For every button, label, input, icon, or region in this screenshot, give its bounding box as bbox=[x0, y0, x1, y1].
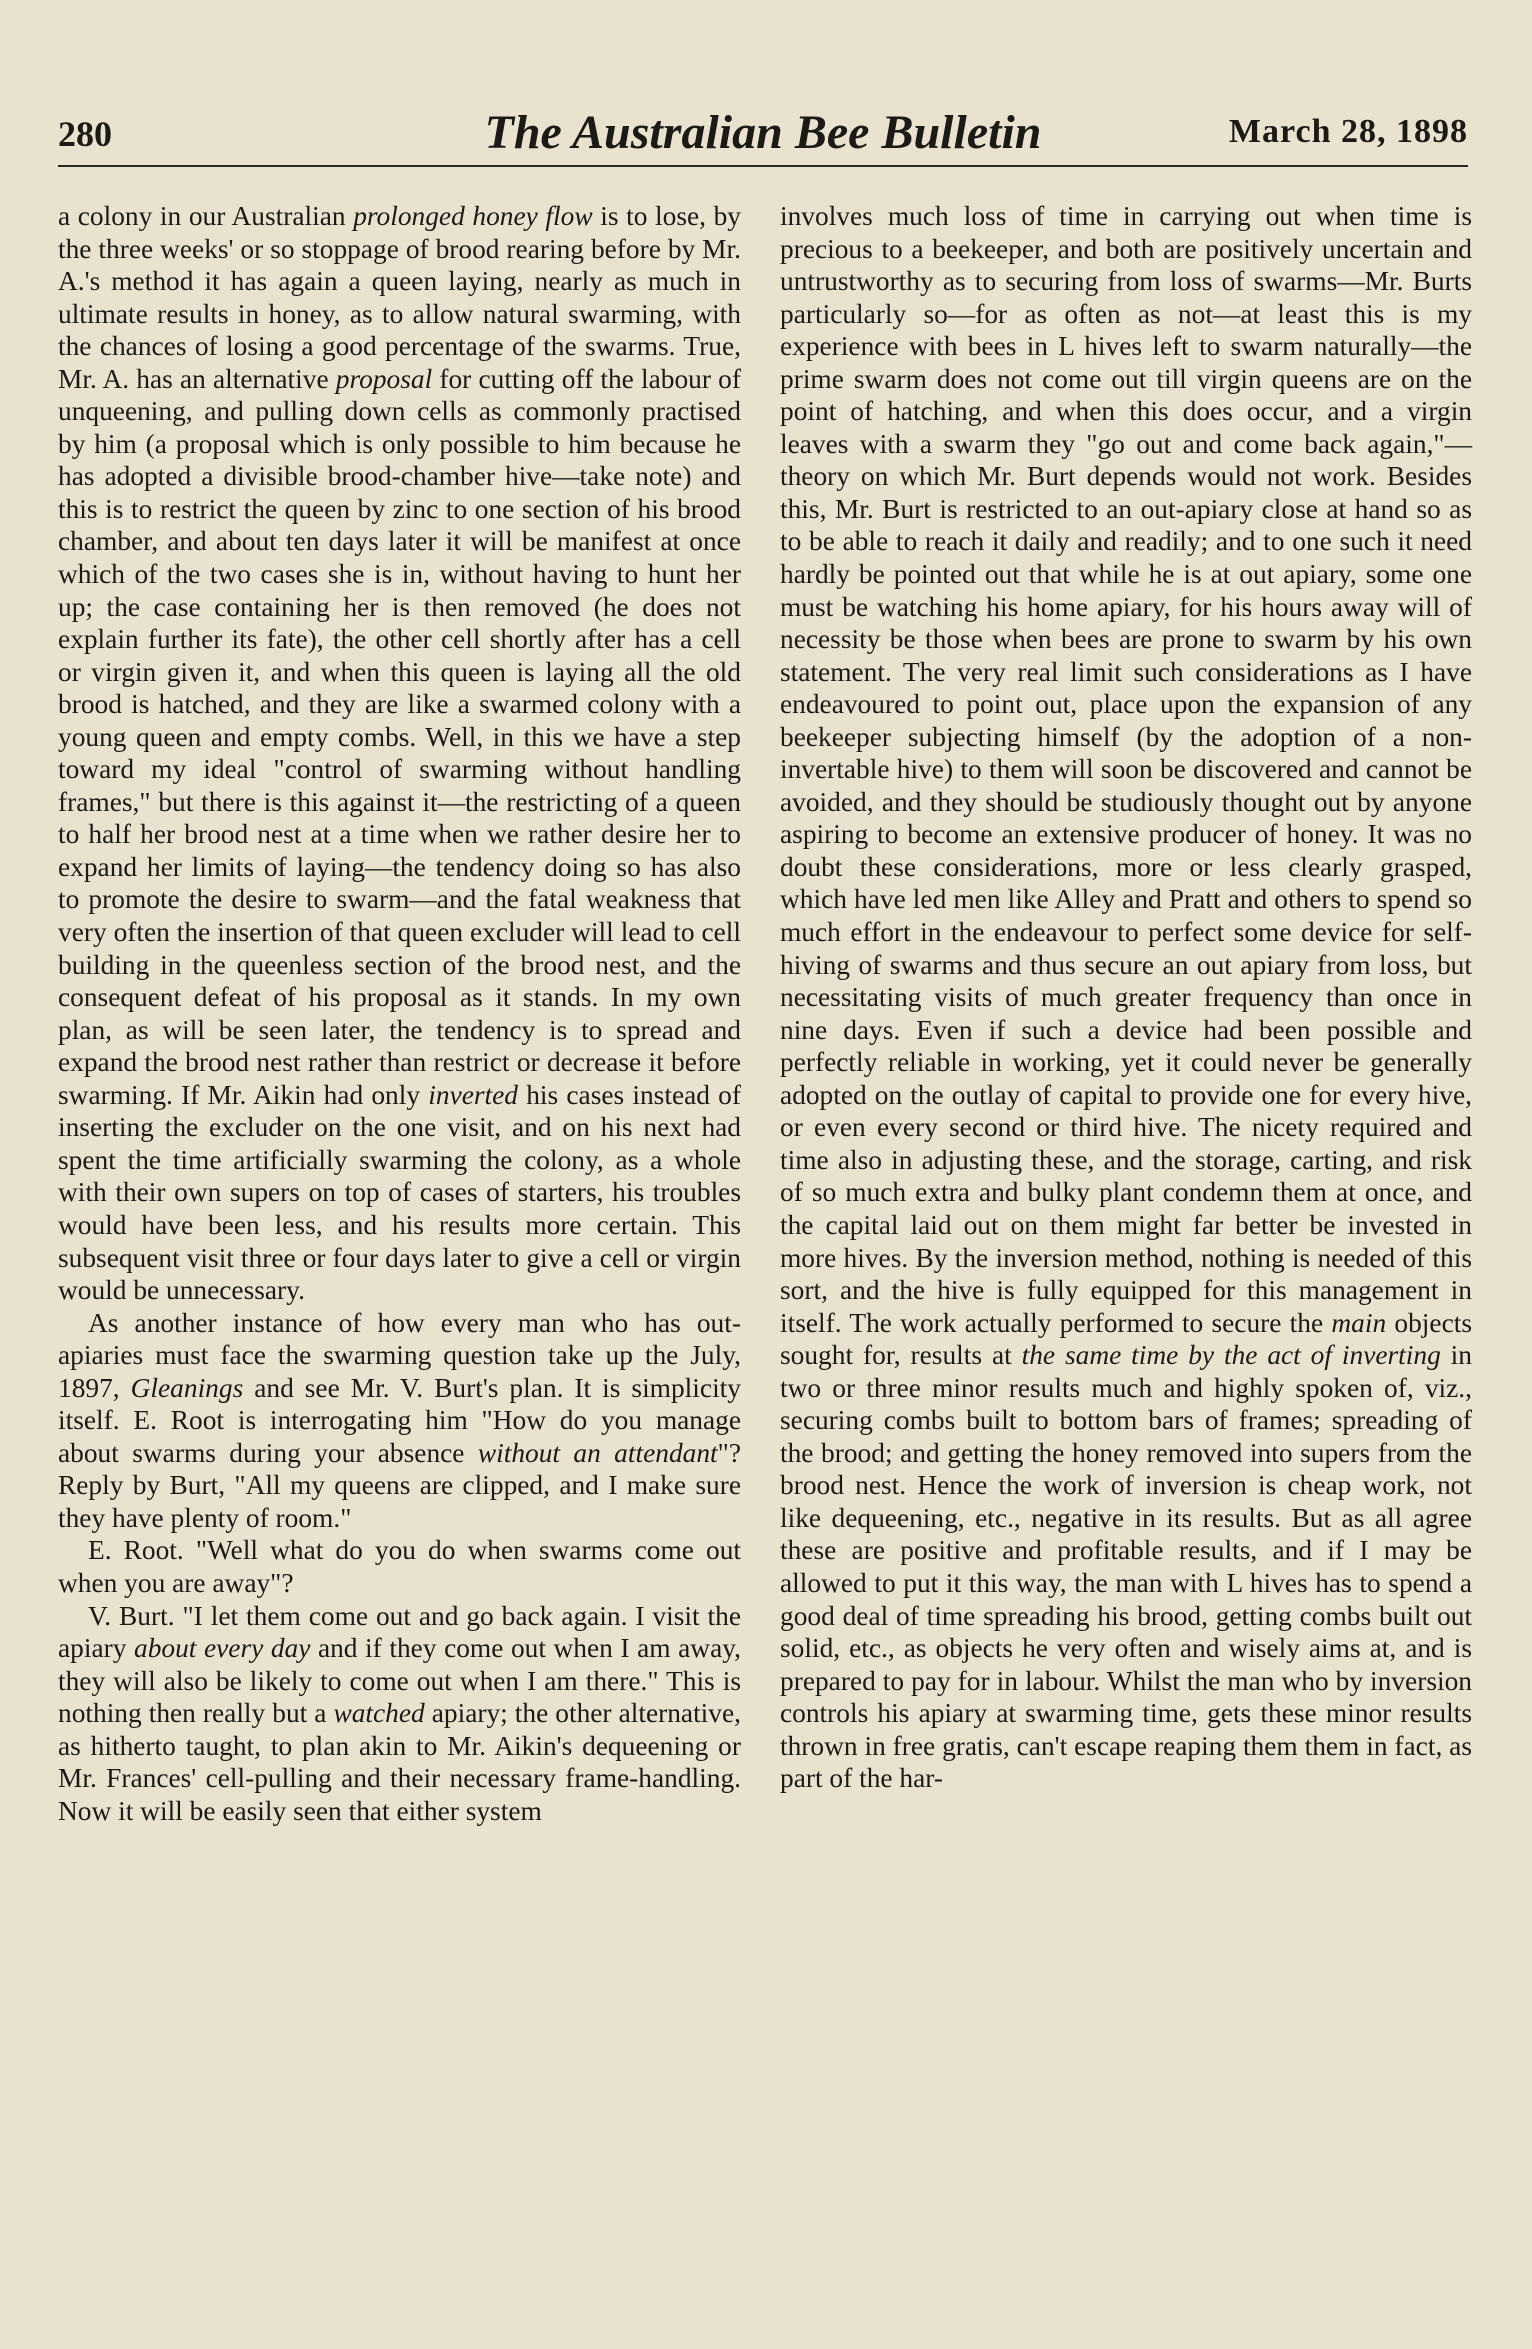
italic-text-run: watched bbox=[333, 1698, 425, 1729]
right-column bbox=[780, 200, 1472, 2320]
journal-title: The Australian Bee Bulletin bbox=[484, 106, 1042, 159]
issue-date: March 28, 1898 bbox=[1228, 113, 1468, 150]
italic-text-run: Gleanings bbox=[130, 1372, 244, 1403]
text-run: V. Burt. "I let them come out and go back again. I visit the apiary bbox=[58, 1600, 741, 1664]
left-paragraph-1 bbox=[58, 200, 741, 1307]
text-run: a colony in our Australian bbox=[58, 201, 354, 231]
italic-text-run: about every day bbox=[134, 1633, 311, 1664]
left-paragraph-2 bbox=[58, 1307, 741, 1535]
text-run: for cutting off the labour of unqueening, and pulling down cells as commonly practised by him (a proposal which is only possible to him because he has adopted a divisible brood-chamber hive—take note) and this is to restrict the queen by zinc to one section of his brood chamber, and about ten days later it will be manifest at once which of the two cases she is in, without having to hunt her up; the case containing her is then removed (he does not explain further its fate), the other cell shortly after has a cell or virgin given it, and when this queen is laying all the old brood is hatched, and they are like a swarmed colony with a young queen and empty combs. Well, in this we have a step toward my ideal "control of swarming without handling frames," but there is this against it—the restricting of a queen to half her brood nest at a time when we rather desire her to expand her limits of laying—the tendency doing so has also to promote the desire to swarm—and the fatal weakness that very often the insertion of that queen excluder will lead to cell building in the queenless section of the brood nest, and the consequent defeat of his proposal as it stands. In my own plan, as will be seen later, the tendency is to spread and expand the brood nest rather than restrict or decrease it before swarming. If Mr. Aikin had only bbox=[58, 363, 741, 1110]
text-run: objects sought for, results at bbox=[780, 1307, 1472, 1371]
left-paragraph-4 bbox=[58, 1600, 741, 1828]
left-paragraph-3: E. Root. "Well what do you do when swarms come out when you are away"? bbox=[58, 1535, 741, 1598]
text-run: his cases instead of inserting the excluder on the one visit, and on his next had spent the time artificially swarming the colony, as a whole with their own supers on top of cases of starters, his troubles would have been less, and his results more certain. This subsequent visit three or four days later to give a cell or virgin would be unnecessary. bbox=[58, 1079, 741, 1306]
italic-text-run: inverted bbox=[428, 1079, 519, 1110]
text-run: is to lose, by the three weeks' or so stoppage of brood rearing before by Mr. A.'s method it has again a queen laying, nearly as much in ultimate results in honey, as to allow natural swarming, with the chances of losing a good percentage of the swarms. True, Mr. A. has an alternative bbox=[58, 201, 741, 394]
text-run: in two or three minor results much and highly spoken of, viz., securing combs built to bottom bars of frames; spreading of the brood; and getting the honey removed into supers from the brood nest. Hence the work of inversion is cheap work, not like dequeening, etc., negative in its results. But as all agree these are positive and profitable results, and if I may be allowed to put it this way, the man with L hives has to spend a good deal of time spreading his brood, getting combs built out solid, etc., as objects he very often and wisely aims at, and is prepared to pay for in labour. Whilst the man who by inversion controls his apiary at swarming time, gets these minor results thrown in free gratis, can't escape reaping them them in fact, as part of the har- bbox=[780, 1340, 1472, 1794]
italic-text-run: without an attendant bbox=[477, 1437, 718, 1468]
text-run: apiary; the other alternative, as hitherto taught, to plan akin to Mr. Aikin's dequeening or Mr. Frances' cell-pulling and their necessary frame-handling. Now it will be easily seen that either system bbox=[58, 1698, 741, 1826]
italic-text-run: proposal bbox=[335, 363, 433, 394]
italic-text-run: prolonged honey flow bbox=[353, 201, 593, 231]
text-run: As another instance of how every man who has out-apiaries must face the swarming question take up the July, 1897, bbox=[58, 1307, 741, 1403]
text-run: and see Mr. V. Burt's plan. It is simplicity itself. E. Root is interrogating him "How do you manage about swarms during your absence bbox=[58, 1372, 741, 1468]
text-run: involves much loss of time in carrying out when time is precious to a beekeeper, and both are positively uncertain and untrustworthy as to securing from loss of swarms—Mr. Burts particularly so—for as often as not—at least this is my experience with bees in L hives left to swarm naturally—the prime swarm does not come out till virgin queens are on the point of hatching, and when this does occur, and a virgin leaves with a swarm they "go out and come back again,"—theory on which Mr. Burt depends would not work. Besides this, Mr. Burt is restricted to an out-apiary close at hand so as to be able to reach it daily and readily; and to one such it need hardly be pointed out that while he is at out apiary, some one must be watching his home apiary, for his hours away will of necessity be those when bees are prone to swarm by his own statement. The very real limit such considerations as I have endeavoured to point out, place upon the expansion of any beekeeper subjecting himself (by the adoption of a non-invertable hive) to them will soon be discovered and cannot be avoided, and they should be studiously thought out by anyone aspiring to become an extensive producer of honey. It was no doubt these considerations, more or less clearly grasped, which have led men like Alley and Pratt and others to spend so much effort in the endeavour to perfect some device for self-hiving of swarms and thus secure an out apiary from loss, but necessitating visits of much greater frequency than once in nine days. Even if such a device had been possible and perfectly reliable in working, yet it could never be generally adopted on the outlay of capital to provide one for every hive, or even every second or third hive. The nicety required and time also in adjusting these, and the storage, carting, and risk of so much extra and bulky plant condemn them at once, and the capital laid out on them might far better be invested in more hives. By the inversion method, nothing is needed of this sort, and the hive is fully equipped for this management in itself. The work actually performed to secure the bbox=[780, 201, 1472, 1338]
text-run: "? Reply by Burt, "All my queens are clipped, and I make sure they have plenty of room." bbox=[58, 1437, 741, 1533]
left-column bbox=[58, 200, 741, 2320]
page-number: 280 bbox=[58, 114, 112, 154]
right-paragraph-1 bbox=[780, 200, 1472, 1795]
italic-text-run: the same time by the act of inverting bbox=[1021, 1340, 1441, 1371]
italic-text-run: main bbox=[1331, 1307, 1387, 1338]
page-header bbox=[58, 105, 1468, 167]
text-run: and if they come out when I am away, they will also be likely to come out when I am there." This is nothing then really but a bbox=[58, 1633, 741, 1729]
